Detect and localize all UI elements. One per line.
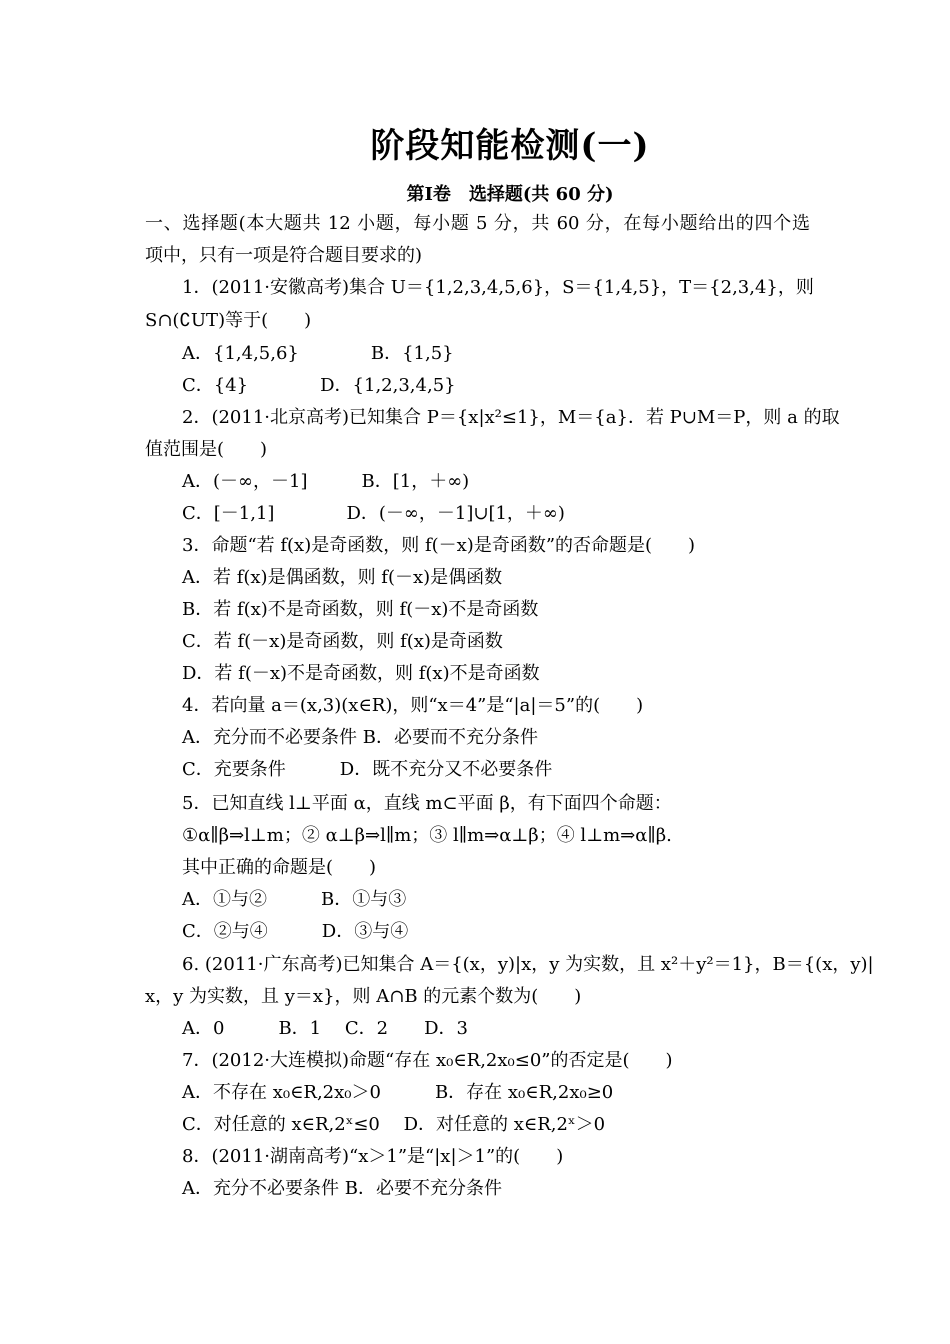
question-7: 7．(2012·大连模拟)命题“存在 x₀∈R,2x₀≤0”的否定是( ) bbox=[182, 1050, 673, 1071]
question-1-cont: S∩(∁UT)等于( ) bbox=[145, 310, 312, 331]
question-2-options: C．[－1,1] D．(－∞，－1]∪[1，＋∞) bbox=[182, 503, 565, 524]
question-6-options: A．0 B．1 C．2 D．3 bbox=[182, 1018, 468, 1039]
question-7-options: C．对任意的 x∈R,2ˣ≤0 D．对任意的 x∈R,2ˣ＞0 bbox=[182, 1114, 606, 1135]
question-5: 5．已知直线 l⊥平面 α，直线 m⊂平面 β，有下面四个命题： bbox=[182, 793, 672, 814]
question-4: 4．若向量 a＝(x,3)(x∈R)，则“x＝4”是“|a|＝5”的( ) bbox=[182, 695, 644, 716]
instruction-line: 一、选择题(本大题共 12 小题，每小题 5 分，共 60 分，在每小题给出的四个选 bbox=[145, 213, 810, 234]
question-2: 2．(2011·北京高考)已知集合 P＝{x|x²≤1}，M＝{a}．若 P∪M＝P，则 a 的取 bbox=[182, 407, 840, 428]
question-2-options: A．(－∞，－1] B．[1，＋∞) bbox=[182, 471, 470, 492]
question-1-options: A．{1,4,5,6} B．{1,5} bbox=[182, 343, 454, 364]
question-3-option-a: A．若 f(x)是偶函数，则 f(－x)是偶函数 bbox=[182, 567, 503, 588]
question-4-options: A．充分而不必要条件 B．必要而不充分条件 bbox=[182, 727, 538, 748]
question-5-options: A．①与② B．①与③ bbox=[182, 889, 407, 910]
question-5-prompt: 其中正确的命题是( ) bbox=[182, 857, 377, 878]
question-3-option-c: C．若 f(－x)是奇函数，则 f(x)是奇函数 bbox=[182, 631, 503, 652]
question-1: 1．(2011·安徽高考)集合 U＝{1,2,3,4,5,6}，S＝{1,4,5}，T＝{2,3,4}，则 bbox=[182, 277, 814, 298]
question-8-options: A．充分不必要条件 B．必要不充分条件 bbox=[182, 1178, 502, 1199]
question-7-options: A．不存在 x₀∈R,2x₀＞0 B．存在 x₀∈R,2x₀≥0 bbox=[182, 1082, 614, 1103]
question-6-cont: x，y 为实数，且 y＝x}，则 A∩B 的元素个数为( ) bbox=[145, 986, 582, 1007]
question-4-options: C．充要条件 D．既不充分又不必要条件 bbox=[182, 759, 553, 780]
question-8: 8．(2011·湖南高考)“x＞1”是“|x|＞1”的( ) bbox=[182, 1146, 564, 1167]
page-title: 阶段知能检测(一) bbox=[370, 126, 650, 166]
section-heading: 第Ⅰ卷 选择题(共 60 分) bbox=[406, 184, 614, 205]
question-1-options: C．{4} D．{1,2,3,4,5} bbox=[182, 375, 456, 396]
question-3-option-d: D．若 f(－x)不是奇函数，则 f(x)不是奇函数 bbox=[182, 663, 540, 684]
question-5-options: C．②与④ D．③与④ bbox=[182, 921, 409, 942]
question-3: 3．命题“若 f(x)是奇函数，则 f(－x)是奇函数”的否命题是( ) bbox=[182, 535, 696, 556]
instruction-line: 项中，只有一项是符合题目要求的) bbox=[145, 245, 423, 266]
question-5-statements: ①α∥β⇒l⊥m；② α⊥β⇒l∥m；③ l∥m⇒α⊥β；④ l⊥m⇒α∥β. bbox=[182, 825, 672, 846]
question-2-cont: 值范围是( ) bbox=[145, 439, 268, 460]
question-6: 6. (2011·广东高考)已知集合 A＝{(x，y)|x，y 为实数，且 x²＋y²＝1}，B＝{(x，y)| bbox=[182, 954, 874, 975]
question-3-option-b: B．若 f(x)不是奇函数，则 f(－x)不是奇函数 bbox=[182, 599, 539, 620]
